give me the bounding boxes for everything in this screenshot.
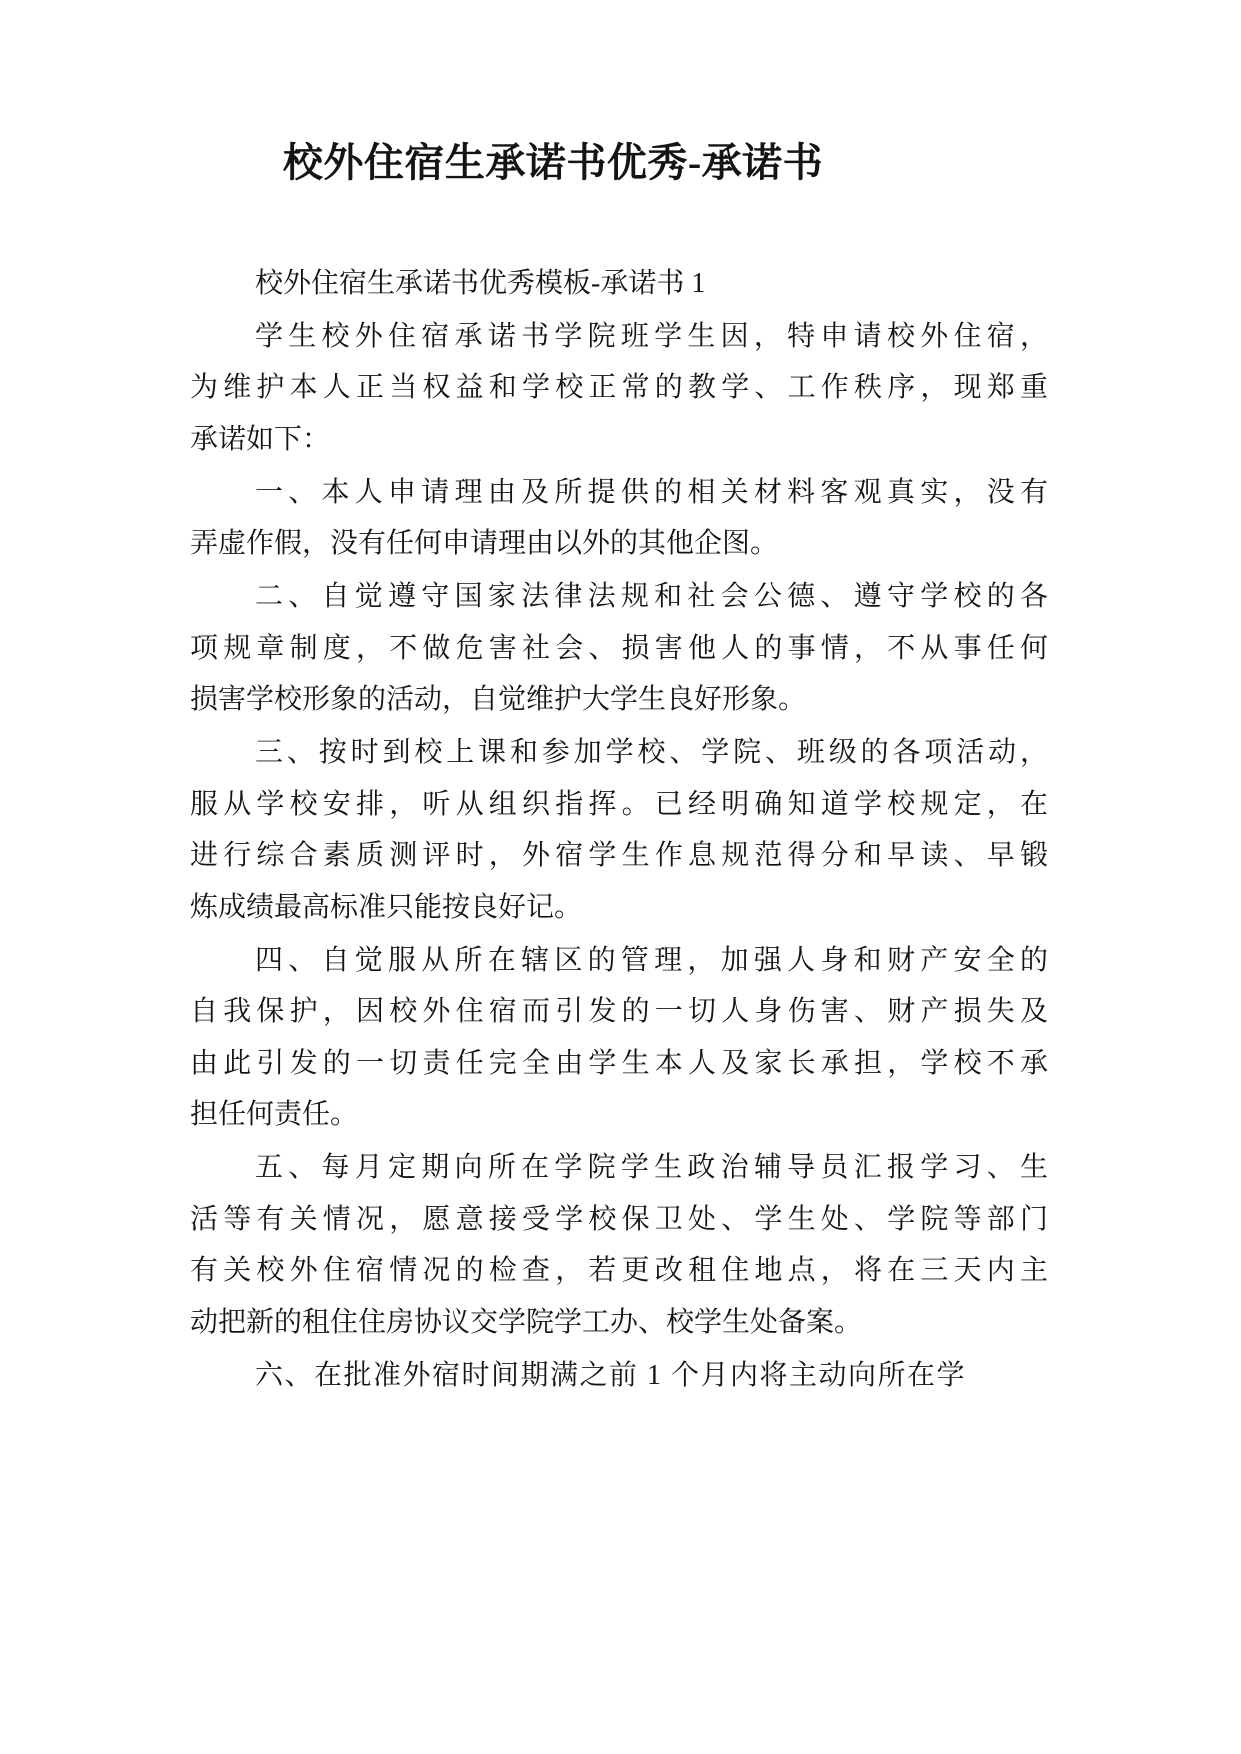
text-line: 五、每月定期向所在学院学生政治辅导员汇报学习、生 [255,1152,1048,1184]
text-line: 四、自觉服从所在辖区的管理，加强人身和财产安全的 [255,944,1048,976]
text-line: 校外住宿生承诺书优秀模板-承诺书 1 [255,268,706,299]
paragraph-intro [190,311,1048,466]
text-line: 损害学校形象的活动，自觉维护大学生良好形象。 [190,684,807,716]
text-line: 学生校外住宿承诺书学院班学生因，特申请校外住宿， [255,320,1048,352]
text-line: 二、自觉遵守国家法律法规和社会公德、遵守学校的各 [255,581,1048,613]
paragraph-item-2 [190,571,1048,726]
paragraph-item-1 [190,467,1048,570]
document-body [190,258,1048,1401]
paragraph-item-5 [190,1142,1048,1348]
paragraph-subtitle [190,258,1048,310]
text-line: 有关校外住宿情况的检查，若更改租住地点，将在三天内主 [190,1255,1048,1287]
text-line: 活等有关情况，愿意接受学校保卫处、学生处、学院等部门 [190,1203,1048,1235]
text-line: 项规章制度，不做危害社会、损害他人的事情，不从事任何 [190,632,1048,664]
text-line: 担任何责任。 [190,1099,359,1131]
document-title: 校外住宿生承诺书优秀-承诺书 [282,140,824,185]
text-line: 一、本人申请理由及所提供的相关材料客观真实，没有 [255,476,1048,508]
text-line: 六、在批准外宿时间期满之前 1 个月内将主动向所在学 [255,1359,967,1391]
text-line: 炼成绩最高标准只能按良好记。 [190,891,583,923]
text-line: 为维护本人正当权益和学校正常的教学、工作秩序，现郑重 [190,372,1048,404]
text-line: 动把新的租住住房协议交学院学工办、校学生处备案。 [190,1307,863,1338]
paragraph-item-4 [190,935,1048,1141]
paragraph-item-3 [190,727,1048,933]
text-line: 进行综合素质测评时，外宿学生作息规范得分和早读、早锻 [190,840,1048,872]
text-line: 自我保护，因校外住宿而引发的一切人身伤害、财产损失及 [190,996,1048,1028]
paragraph-item-6 [190,1350,1048,1402]
text-line: 三、按时到校上课和参加学校、学院、班级的各项活动， [255,737,1048,769]
text-line: 服从学校安排，听从组织指挥。已经明确知道学校规定，在 [190,788,1048,820]
text-line: 由此引发的一切责任完全由学生本人及家长承担，学校不承 [190,1047,1048,1079]
text-line: 承诺如下： [190,423,331,455]
text-line: 弄虚作假，没有任何申请理由以外的其他企图。 [190,528,779,560]
